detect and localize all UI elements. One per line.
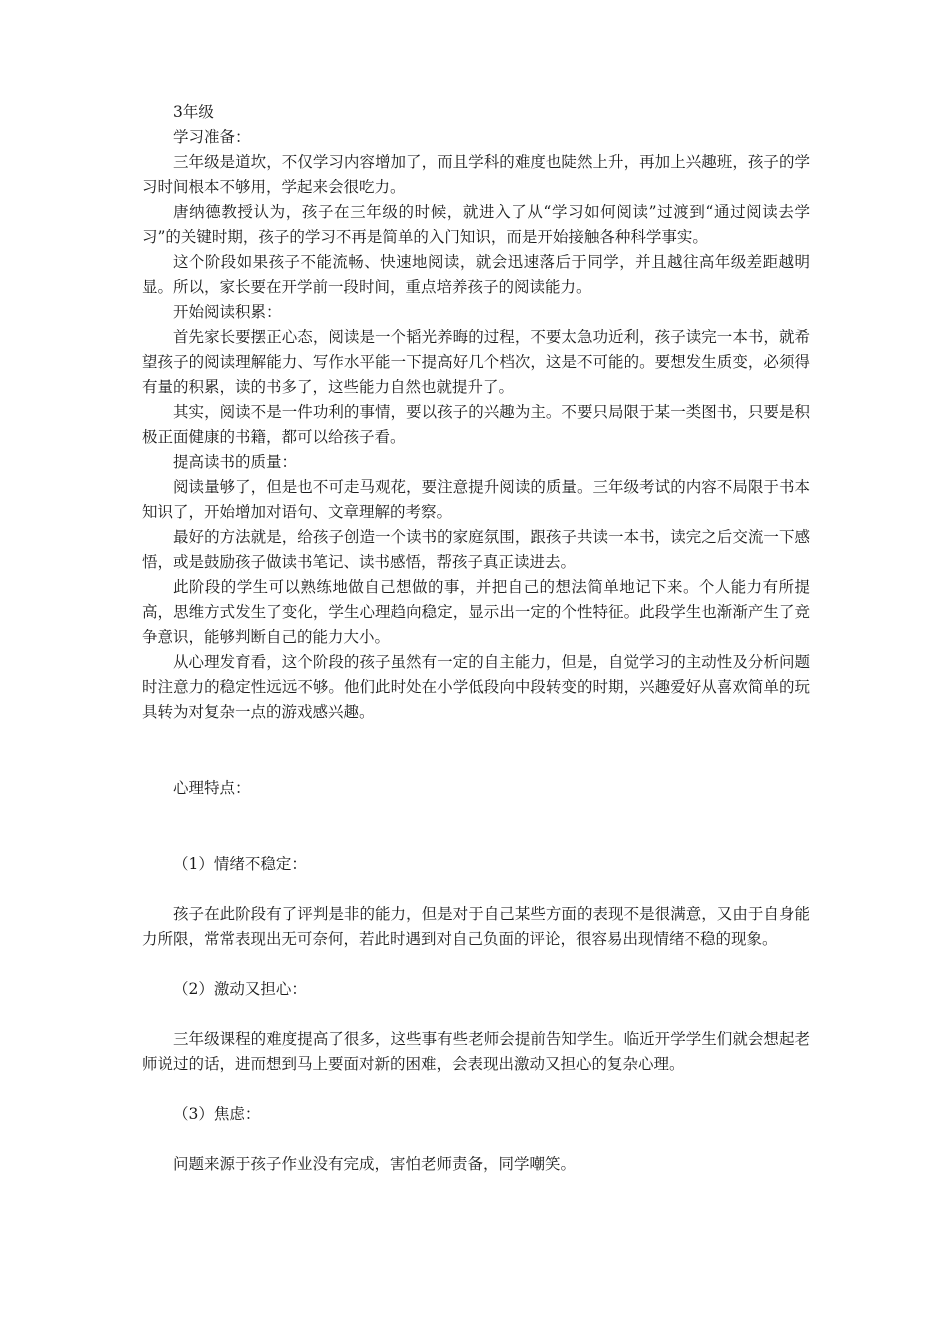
- grade-heading: 3年级: [173, 103, 214, 121]
- paragraph: 此阶段的学生可以熟练地做自己想做的事，并把自己的想法简单地记下来。个人能力有所提高，思维方式发生了变化，学生心理趋向稳定，显示出一定的个性特征。此段学生也渐渐产生了竞争意识，能够判断自己的能力大小。: [142, 578, 810, 646]
- paragraph: 三年级是道坎，不仅学习内容增加了，而且学科的难度也陡然上升，再加上兴趣班，孩子的学习时间根本不够用，学起来会很吃力。: [142, 153, 810, 196]
- paragraph: 首先家长要摆正心态，阅读是一个韬光养晦的过程，不要太急功近利，孩子读完一本书，就希望孩子的阅读理解能力、写作水平能一下提高好几个档次，这是不可能的。要想发生质变，必须得有量的积累，读的书多了，这些能力自然也就提升了。: [142, 328, 810, 396]
- paragraph: 最好的方法就是，给孩子创造一个读书的家庭氛围，跟孩子共读一本书，读完之后交流一下感悟，或是鼓励孩子做读书笔记、读书感悟，帮孩子真正读进去。: [142, 528, 810, 571]
- paragraph: 其实，阅读不是一件功利的事情，要以孩子的兴趣为主。不要只局限于某一类图书，只要是积极正面健康的书籍，都可以给孩子看。: [142, 403, 810, 446]
- section-title-reading-quality: 提高读书的质量：: [173, 453, 298, 471]
- paragraph: 唐纳德教授认为，孩子在三年级的时候，就进入了从“学习如何阅读”过渡到“通过阅读去学习”的关键时期，孩子的学习不再是简单的入门知识，而是开始接触各种科学事实。: [142, 203, 810, 246]
- paragraph: 问题来源于孩子作业没有完成，害怕老师责备，同学嘲笑。: [173, 1155, 577, 1173]
- section-title-psychology: 心理特点：: [173, 779, 251, 797]
- item-title-excited-worried: （2）激动又担心：: [173, 980, 307, 998]
- paragraph: 三年级课程的难度提高了很多，这些事有些老师会提前告知学生。临近开学学生们就会想起老师说过的话，进而想到马上要面对新的困难，会表现出激动又担心的复杂心理。: [142, 1030, 810, 1073]
- item-title-unstable-emotion: （1）情绪不稳定：: [173, 855, 307, 873]
- paragraph: 阅读量够了，但是也不可走马观花，要注意提升阅读的质量。三年级考试的内容不局限于书本知识了，开始增加对语句、文章理解的考察。: [142, 478, 810, 521]
- section-title-reading-accumulation: 开始阅读积累：: [173, 303, 282, 321]
- paragraph: 从心理发育看，这个阶段的孩子虽然有一定的自主能力，但是，自觉学习的主动性及分析问题时注意力的稳定性远远不够。他们此时处在小学低段向中段转变的时期，兴趣爱好从喜欢简单的玩具转为对复杂一点的游戏感兴趣。: [142, 653, 810, 721]
- document-body: [142, 100, 810, 1177]
- item-title-anxiety: （3）焦虑：: [173, 1105, 261, 1123]
- paragraph: 这个阶段如果孩子不能流畅、快速地阅读，就会迅速落后于同学，并且越往高年级差距越明显。所以，家长要在开学前一段时间，重点培养孩子的阅读能力。: [142, 253, 810, 296]
- section-title-study-prep: 学习准备：: [173, 128, 251, 146]
- paragraph: 孩子在此阶段有了评判是非的能力，但是对于自己某些方面的表现不是很满意，又由于自身能力所限，常常表现出无可奈何，若此时遇到对自己负面的评论，很容易出现情绪不稳的现象。: [142, 905, 810, 948]
